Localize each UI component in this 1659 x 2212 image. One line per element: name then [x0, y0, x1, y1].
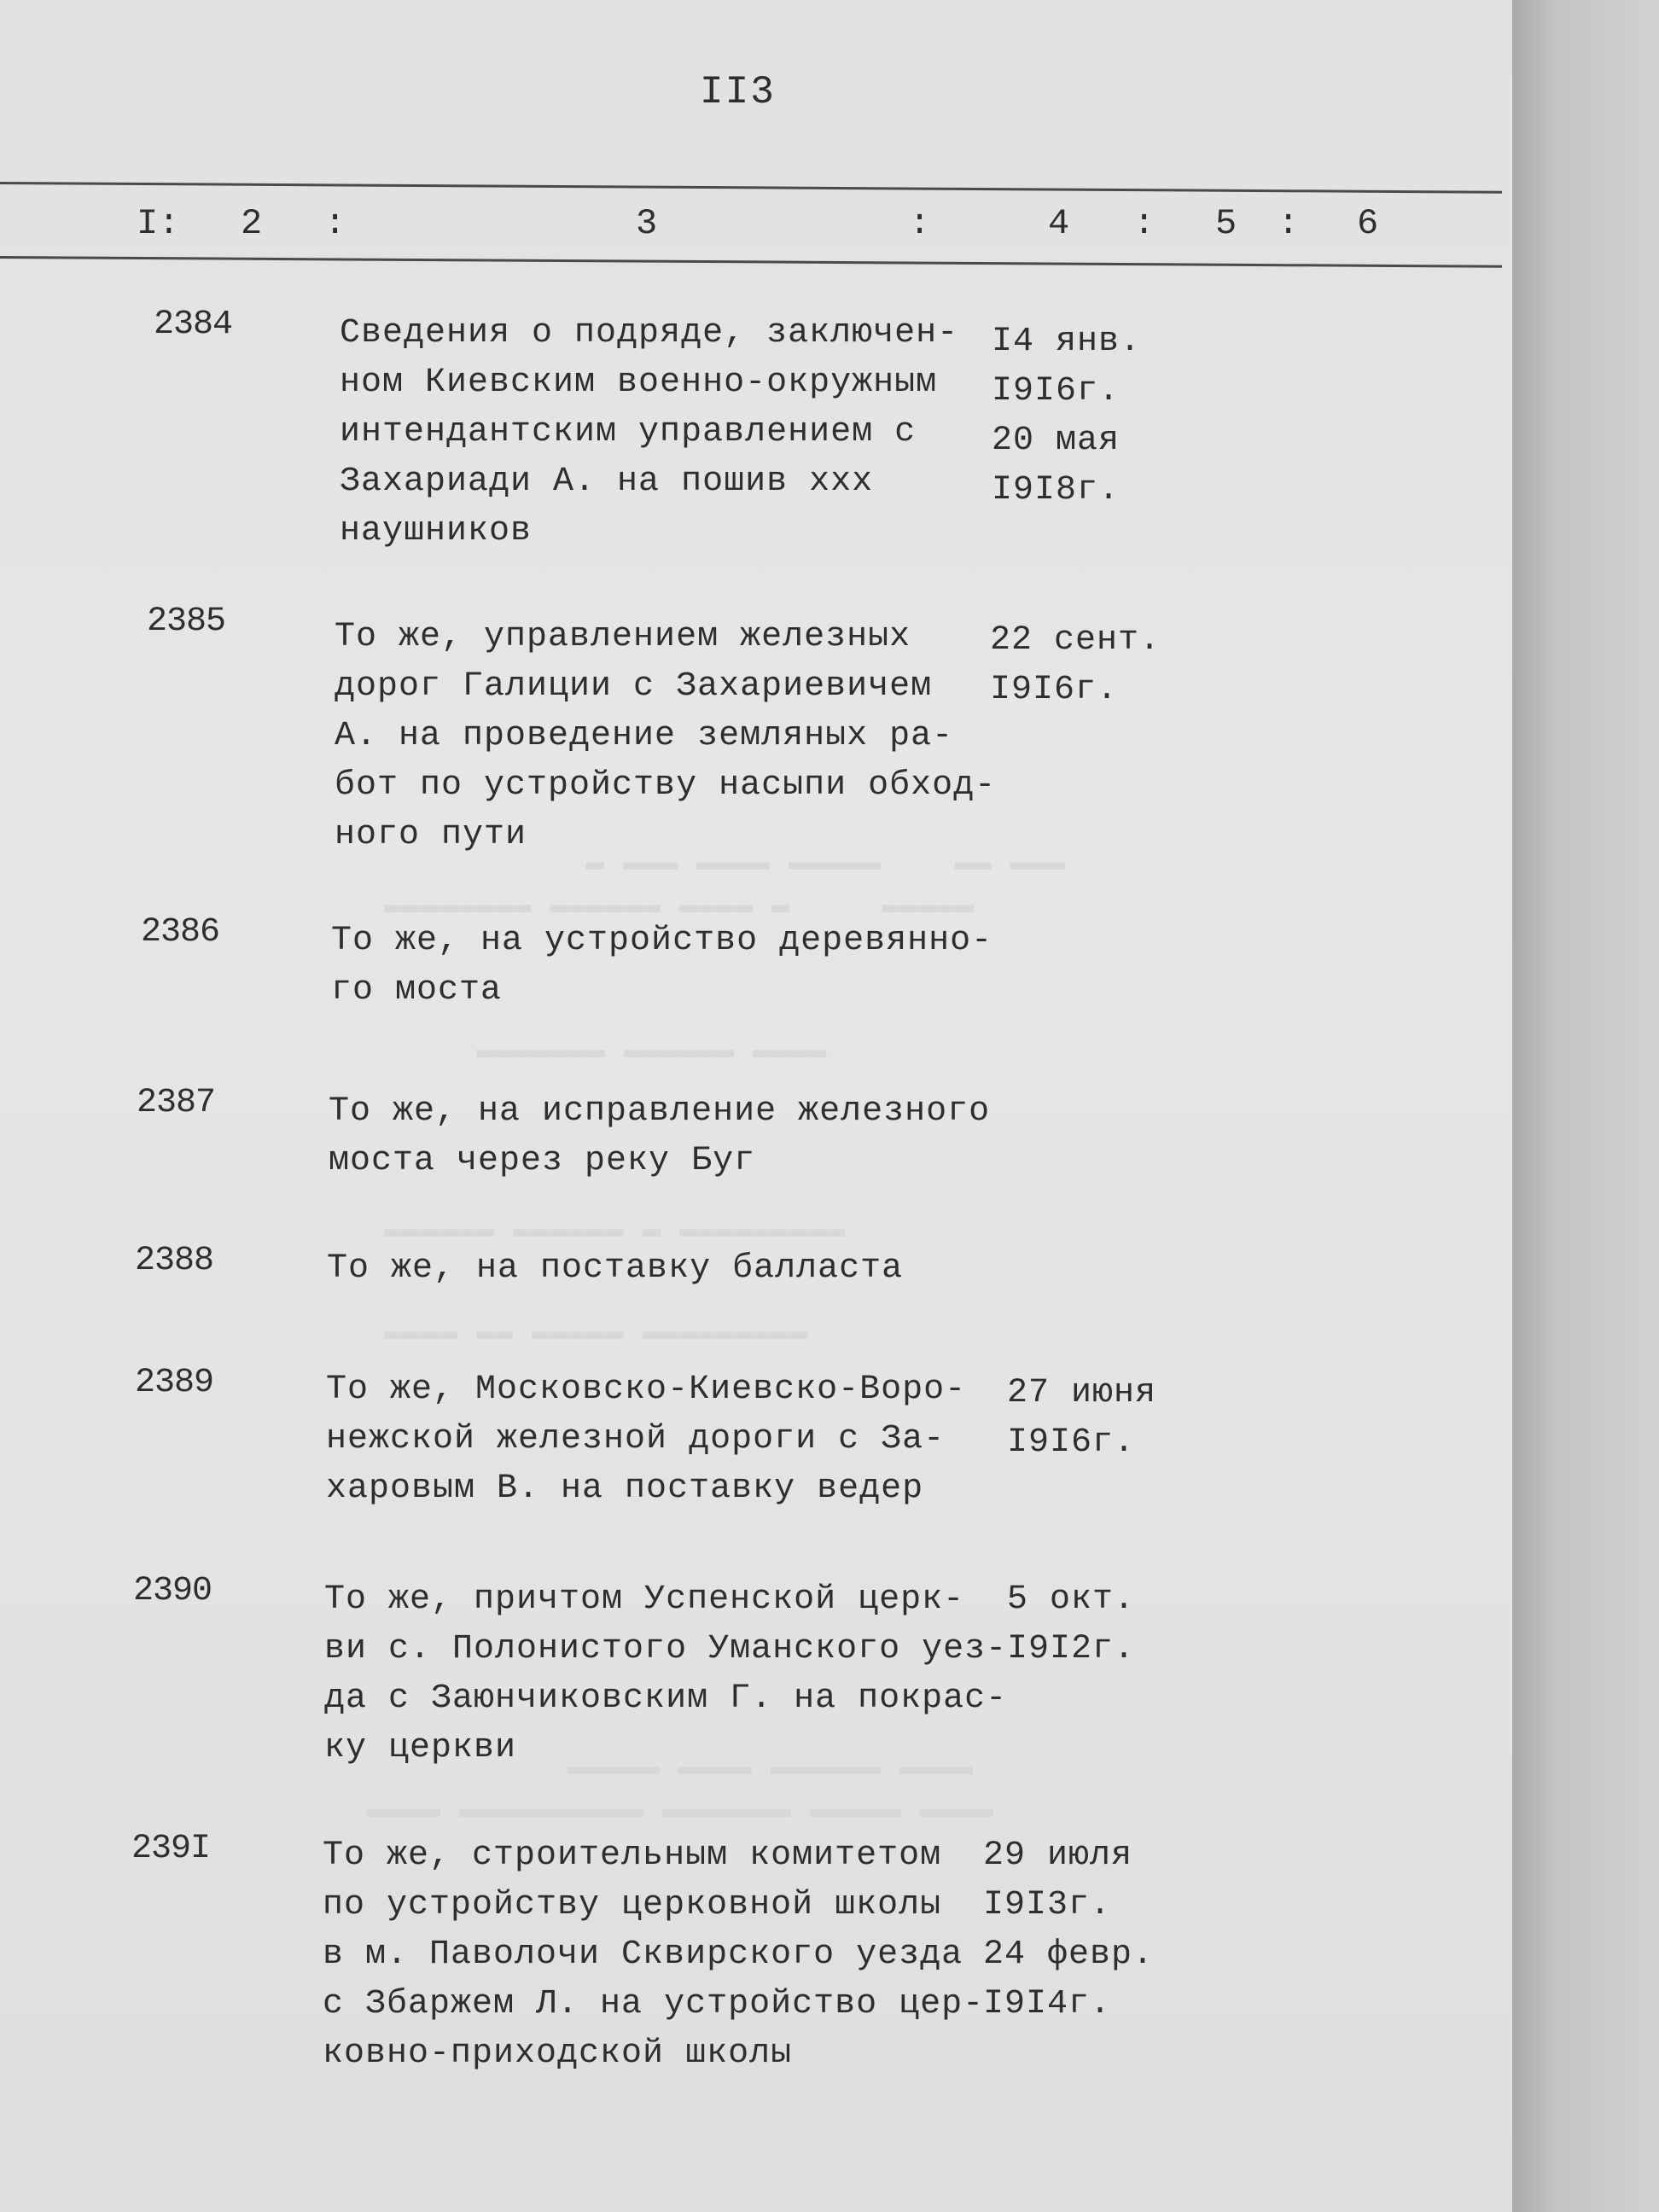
bleed-through-text: ▬▬▬▬▬▬▬ ▬▬▬▬▬▬ ▬▬▬▬: [384, 1033, 827, 1068]
date-line: I9I4г.: [983, 1985, 1112, 2023]
bleed-through-text: ▬ ▬▬▬ ▬▬▬▬ ▬▬▬▬▬ ▬▬ ▬▬▬: [512, 845, 1066, 880]
entry-dates: [983, 1831, 1154, 2029]
description-line: То же, на поставку балласта: [327, 1249, 904, 1288]
entry-number: 2386: [141, 913, 220, 952]
description-line: нежской железной дороги с За-: [326, 1420, 946, 1458]
description-line: ви с. Полонистого Уманского уез-: [324, 1630, 1008, 1668]
entry-dates: [1007, 1575, 1135, 1674]
column-separator: :: [1278, 203, 1300, 244]
column-header-4: 4: [1048, 203, 1070, 244]
description-line: с Збаржем Л. на устройство цер-: [323, 1985, 985, 2023]
column-header-3: 3: [636, 203, 658, 244]
date-line: 20 мая: [992, 422, 1121, 460]
entry-description: [340, 309, 1005, 556]
column-header-6: 6: [1357, 203, 1379, 244]
entry-number: 2388: [135, 1242, 214, 1280]
description-line: ковно-приходской школы: [323, 2034, 793, 2073]
date-line: I9I6г.: [990, 671, 1119, 709]
entry-description: [324, 1575, 1008, 1773]
description-line: ного пути: [335, 816, 527, 854]
column-separator: :: [324, 203, 346, 244]
description-line: То же, Московско-Киевско-Воро-: [326, 1371, 967, 1409]
date-line: I4 янв.: [992, 323, 1142, 361]
description-line: То же, строительным комитетом: [323, 1837, 942, 1875]
description-line: по устройству церковной школы: [323, 1886, 942, 1924]
entry-description: [329, 1087, 994, 1186]
entry-number: 2384: [154, 306, 233, 344]
entry-description: [323, 1831, 988, 2079]
entry-description: [331, 917, 997, 1016]
date-line: 24 февр.: [983, 1936, 1155, 1974]
description-line: да с Заюнчиковским Г. на покрас-: [324, 1679, 1008, 1718]
description-line: в м. Паволочи Сквирского уезда: [323, 1936, 963, 1974]
page-edge-shadow: [1512, 0, 1659, 2212]
column-separator: :: [1133, 203, 1155, 244]
bleed-through-text: ▬▬▬▬▬▬▬▬ ▬▬▬▬▬▬ ▬▬▬▬ ▬ ▬▬▬▬▬: [384, 888, 975, 923]
date-line: 29 июля: [983, 1837, 1133, 1875]
entry-description: [327, 1244, 992, 1294]
description-line: То же, причтом Успенской церк-: [324, 1580, 965, 1619]
description-line: А. на проведение земляных ра-: [335, 717, 954, 755]
date-line: I9I3г.: [983, 1886, 1112, 1924]
entry-number: 2389: [135, 1364, 214, 1402]
entry-number: 2385: [147, 602, 226, 641]
description-line: дорог Галиции с Захариевичем: [335, 667, 933, 706]
column-separator: :: [909, 203, 931, 244]
entry-description: [335, 613, 1000, 860]
description-line: интендантским управлением с: [340, 413, 917, 451]
entry-number: 2390: [133, 1572, 212, 1610]
date-line: I9I2г.: [1007, 1630, 1136, 1668]
header-rule-bottom: [0, 256, 1502, 268]
description-line: То же, на устройство деревянно-: [331, 922, 993, 960]
date-line: 27 июня: [1007, 1374, 1157, 1412]
description-line: моста через реку Буг: [329, 1142, 756, 1180]
description-line: го моста: [331, 971, 503, 1010]
description-line: То же, на исправление железного: [329, 1092, 991, 1131]
description-line: Захариади А. на пошив ххх: [340, 463, 874, 501]
column-header-1: I:: [137, 203, 180, 244]
bleed-through-text: ▬▬▬▬▬▬ ▬▬▬▬▬▬ ▬ ▬▬▬▬▬▬▬▬▬: [384, 1212, 846, 1247]
description-line: Сведения о подряде, заключен-: [340, 314, 959, 352]
bleed-through-text: ▬▬▬▬ ▬▬▬▬▬▬▬▬▬▬ ▬▬▬▬▬▬▬ ▬▬▬▬▬ ▬▬▬▬: [367, 1792, 994, 1827]
column-header-5: 5: [1215, 203, 1237, 244]
description-line: ку церкви: [324, 1729, 517, 1767]
entry-number: 2387: [137, 1084, 216, 1122]
header-rule-top: [0, 182, 1502, 194]
entry-description: [326, 1365, 992, 1514]
entry-dates: [990, 616, 1161, 715]
date-line: 22 сент.: [990, 621, 1161, 660]
description-line: ном Киевским военно-окружным: [340, 364, 938, 402]
description-line: харовым В. на поставку ведер: [326, 1470, 924, 1508]
description-line: бот по устройству насыпи обход-: [335, 766, 997, 805]
bleed-through-text: ▬▬▬▬▬ ▬▬▬▬ ▬▬▬▬▬▬ ▬▬▬▬: [512, 1749, 974, 1784]
entry-dates: [992, 317, 1141, 515]
date-line: I9I6г.: [1007, 1423, 1136, 1462]
page-number: II3: [700, 70, 776, 114]
entry-number: 239I: [131, 1830, 211, 1868]
description-line: наушников: [340, 512, 533, 550]
date-line: 5 окт.: [1007, 1580, 1136, 1619]
date-line: I9I6г.: [992, 372, 1121, 410]
bleed-through-text: ▬▬▬▬ ▬▬ ▬▬▬▬▬ ▬▬▬▬▬▬▬▬▬: [384, 1314, 808, 1349]
entry-dates: [1007, 1369, 1156, 1468]
description-line: То же, управлением железных: [335, 618, 911, 656]
date-line: I9I8г.: [992, 471, 1121, 509]
column-header-2: 2: [241, 203, 263, 244]
